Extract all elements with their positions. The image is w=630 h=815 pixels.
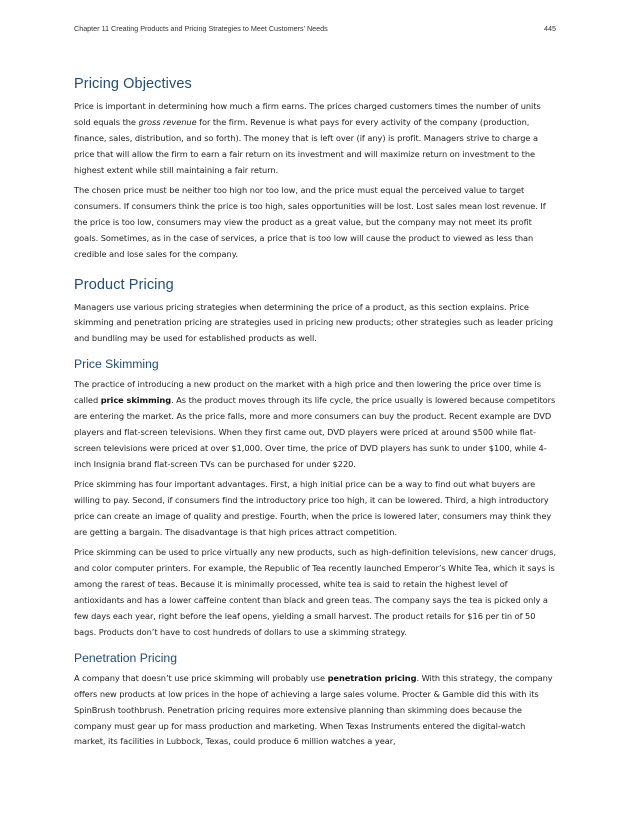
paragraph-pricing-objectives-1: Price is important in determining how much a firm earns. The prices charged customers times the number of units sold equals the gross revenue for the firm. Revenue is what pays for every activity of the company (production, finance, sales, distribution, and so forth). The money that is left over (if any) is profit. Managers strive to charge a price that will allow the firm to earn a fair return on its investment and will maximize return on investment to the highest extent while still maintaining a fair return.: [74, 101, 541, 175]
paragraph-price-skimming-2: Price skimming has four important advantages. First, a high initial price can be a way to find out what buyers are willing to pay. Second, if consumers find the introductory price too high, it can be lowered. Third, a high introductory price can create an image of quality and prestige. Fourth, when the price is lowered later, consumers may think they are getting a bargain. The disadvantage is that high prices attract competition.: [74, 479, 552, 537]
paragraph-price-skimming-3: Price skimming can be used to price virtually any new products, such as high-definition televisions, new cancer drugs, and color computer printers. For example, the Republic of Tea recently launched Emperor’s White Tea, which it says is among the rarest of teas. Because it is minimally processed, white tea is said to retain the highest level of antioxidants and has a lower caffeine content than black and green teas. The company says the tea is picked only a few days each year, right before the leaf opens, yielding a small harvest. The product retails for $16 per tin of 50 bags. Products don’t have to cost hundreds of dollars to use a skimming strategy.: [74, 546, 557, 637]
paragraph-pricing-objectives-2: The chosen price must be neither too high nor too low, and the price must equal the perceived value to target consumers. If consumers think the price is too high, sales opportunities will be lost. Lost sales mean lost revenue. If the price is too low, consumers may view the product as a great value, but the company may not meet its profit goals. Sometimes, as in the case of services, a price that is too low will cause the product to viewed as less than credible and lose sales for the company.: [74, 184, 546, 259]
heading-product-pricing: Product Pricing: [74, 276, 174, 293]
chapter-title: Chapter 11 Creating Products and Pricing Strategies to Meet Customers' Needs: [74, 24, 328, 33]
term-penetration-pricing: penetration pricing: [327, 672, 417, 683]
running-header: [74, 24, 556, 33]
term-gross-revenue: gross revenue: [138, 116, 197, 127]
page-number: 445: [544, 24, 556, 33]
heading-price-skimming: Price Skimming: [74, 357, 159, 372]
paragraph-penetration-pricing-1: A company that doesn’t use price skimming will probably use penetration pricing. With this strategy, the company offers new products at low prices in the hope of achieving a large sales volume. Procter & Gamble did this with its SpinBrush toothbrush. Penetration pricing requires more extensive planning than skimming does because the company must gear up for mass production and marketing. When Texas Instruments entered the digital-watch market, its facilities in Lubbock, Texas, could produce 6 million watches a year,: [74, 672, 553, 747]
page-body: [74, 76, 558, 754]
paragraph-product-pricing-1: Managers use various pricing strategies when determining the price of a product, as this section explains. Price skimming and penetration pricing are strategies used in pricing new products; other strategies such as leader pricing and bundling may be used for established products as well.: [74, 301, 554, 344]
term-price-skimming: price skimming: [100, 395, 172, 406]
heading-pricing-objectives: Pricing Objectives: [74, 76, 192, 92]
heading-penetration-pricing: Penetration Pricing: [74, 650, 177, 665]
paragraph-price-skimming-1: The practice of introducing a new product on the market with a high price and then lowering the price over time is called price skimming. As the product moves through its life cycle, the price usually is lowered because competitors are entering the market. As the price falls, more and more consumers can buy the product. Recent example are DVD players and flat-screen televisions. When they first came out, DVD players were priced at around $500 while flat-screen televisions were priced at over $1,000. Over time, the price of DVD players has sunk to under $100, while 4-inch Insignia brand flat-screen TVs can be purchased for under $220.: [74, 379, 556, 470]
